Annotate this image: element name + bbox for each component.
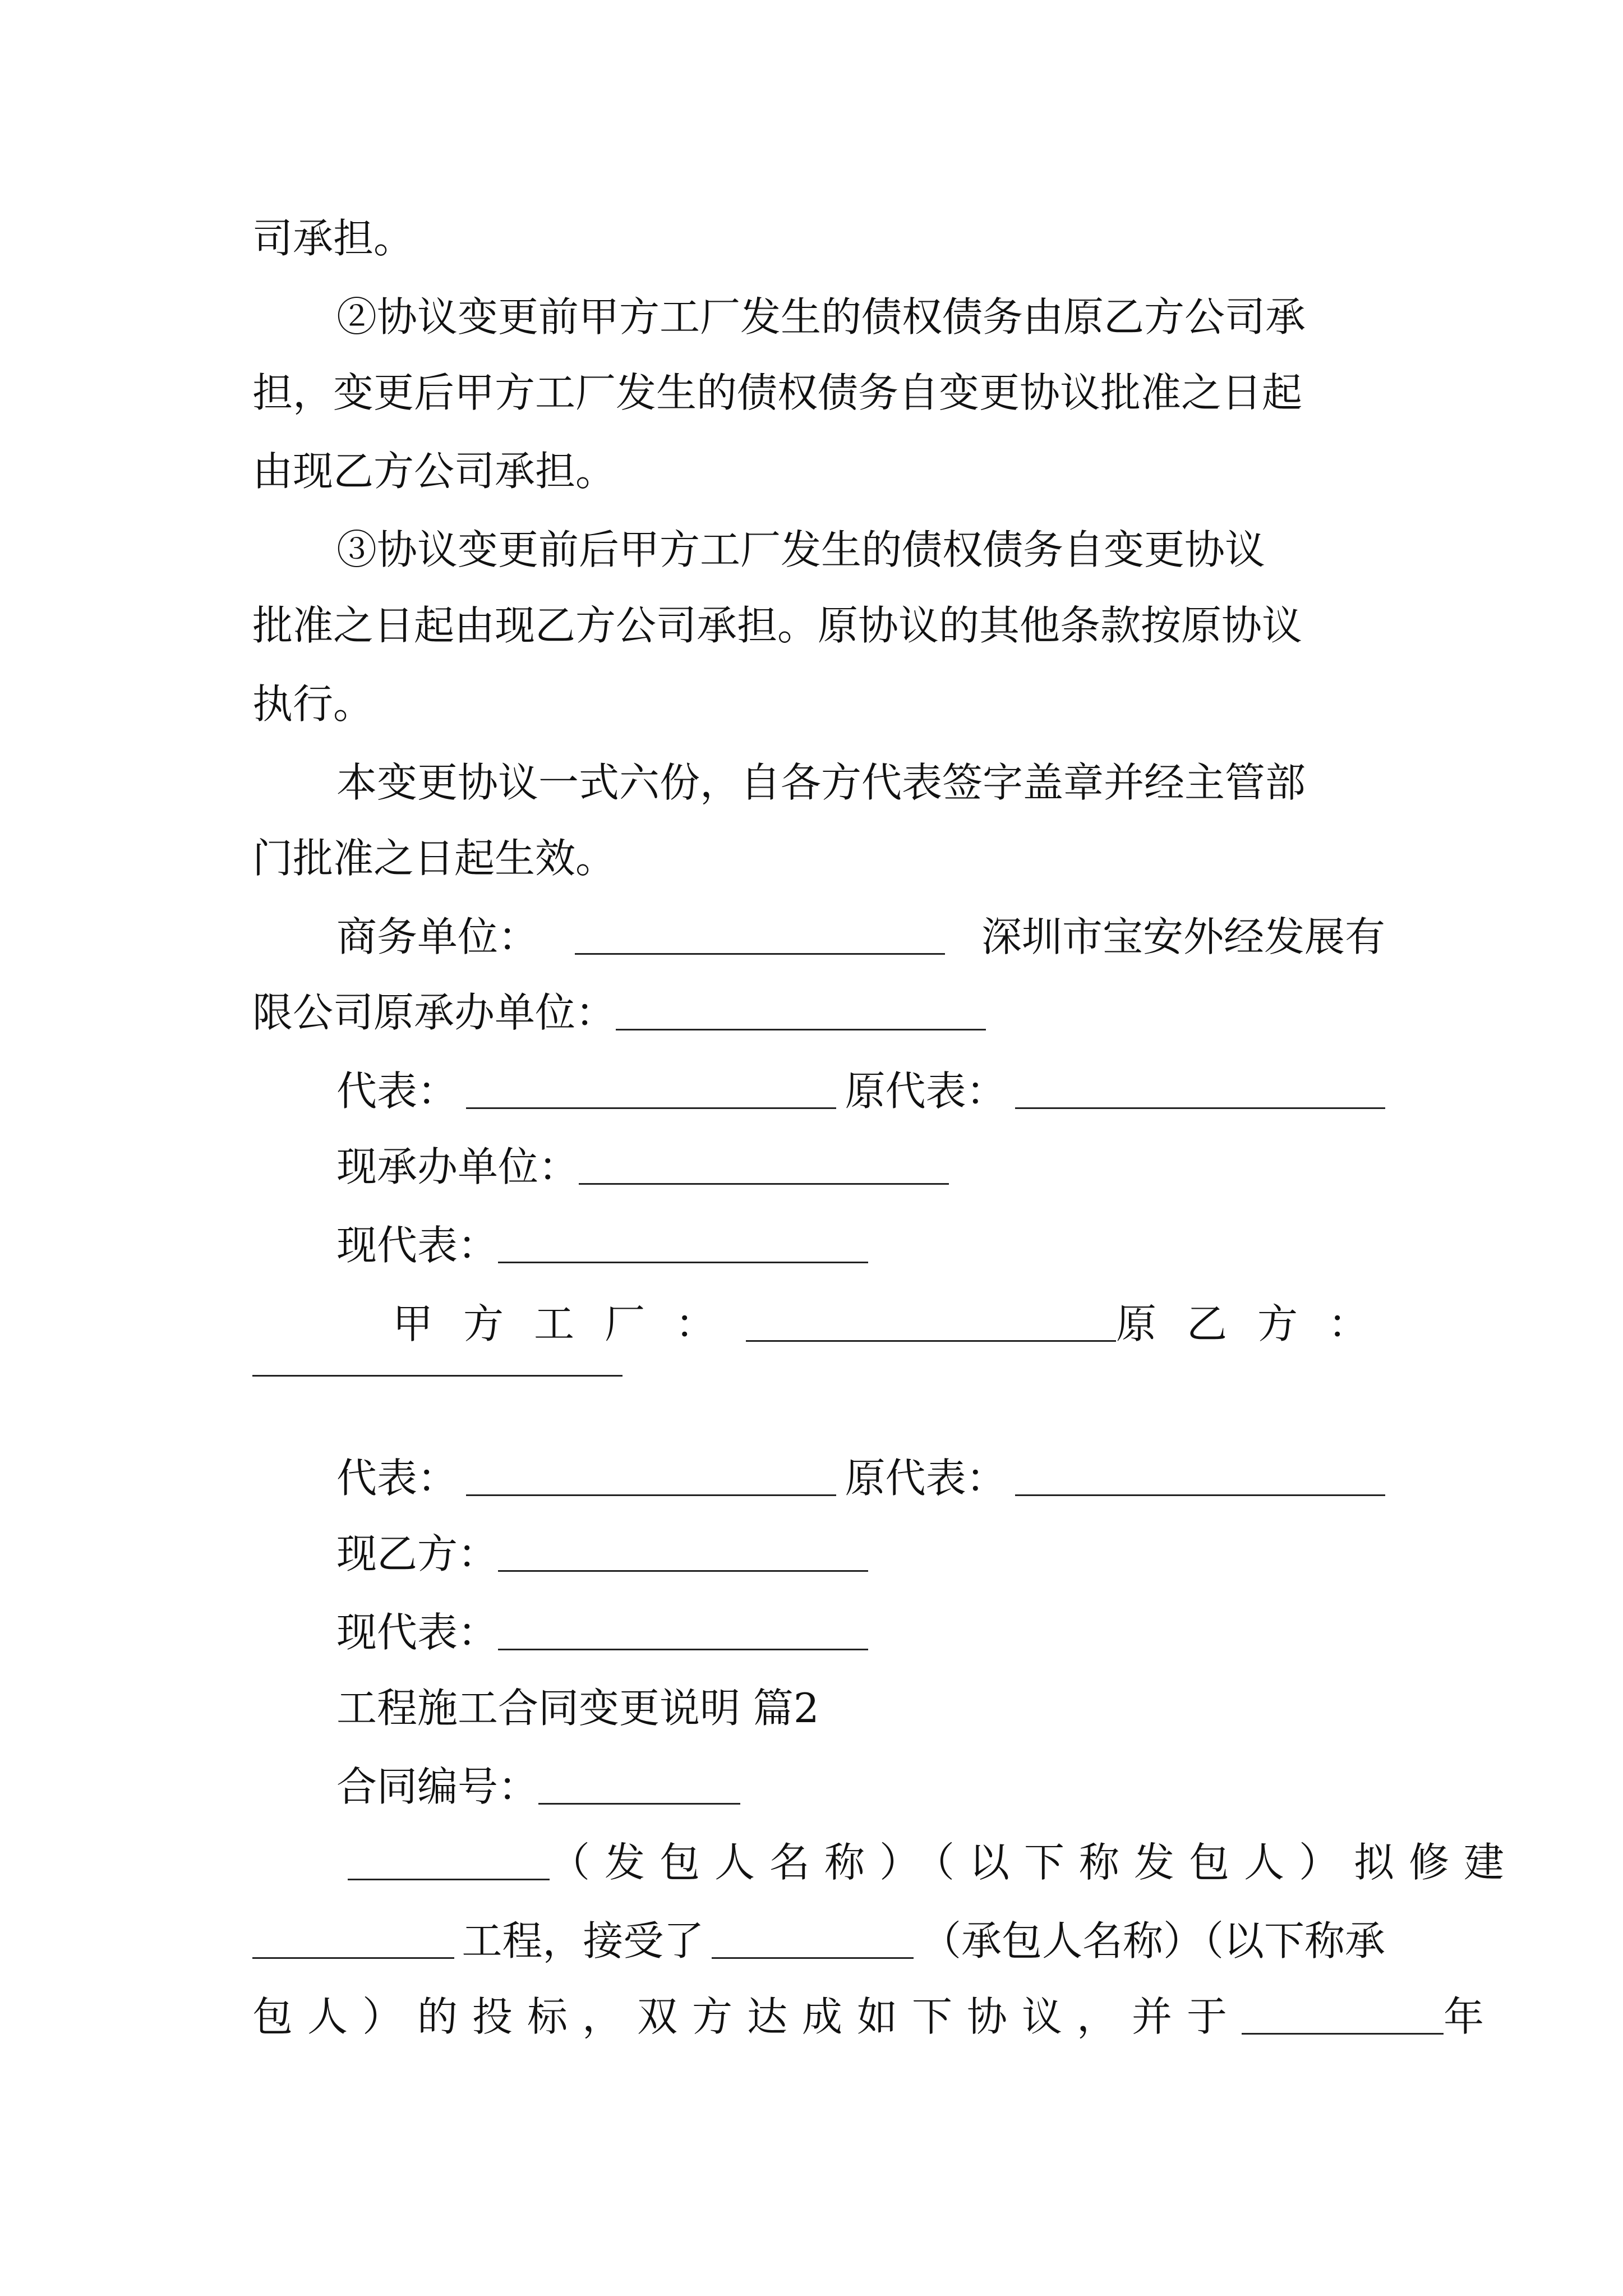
current-party-b-label: 现乙方： xyxy=(336,1530,499,1577)
current-unit-label: 现承办单位： xyxy=(336,1143,579,1190)
current-representative-row-2 xyxy=(336,1604,1385,1660)
paragraph-line: 由现乙方公司承担。 xyxy=(252,448,616,495)
contract-text: 年 xyxy=(1444,1993,1484,2040)
effective-clause-line: 本变更协议一式六份，自各方代表签字盖章并经主管部 xyxy=(336,759,1306,806)
original-unit-row xyxy=(252,984,1385,1041)
original-party-b-row xyxy=(252,1372,1385,1387)
commerce-unit-row xyxy=(336,909,1385,965)
contract-text: （承包人名称）（以下称承 xyxy=(920,1917,1385,1964)
original-representative-label-2: 原代表： xyxy=(845,1455,1007,1502)
current-unit-blank[interactable] xyxy=(579,1180,949,1185)
paragraph-line: 司承担。 xyxy=(252,215,414,262)
current-representative-blank-2[interactable] xyxy=(498,1645,868,1650)
project-name-blank[interactable] xyxy=(252,1954,454,1959)
current-party-b-row xyxy=(336,1526,1385,1582)
current-representative-blank[interactable] xyxy=(498,1258,868,1263)
original-representative-blank-2[interactable] xyxy=(1015,1491,1385,1496)
original-unit-label: 限公司原承办单位： xyxy=(252,989,616,1036)
contract-paragraph-line xyxy=(348,1834,1519,1890)
employer-name-blank[interactable] xyxy=(348,1875,550,1880)
original-representative-label: 原代表： xyxy=(845,1068,1007,1115)
current-party-b-blank[interactable] xyxy=(498,1567,868,1572)
contract-text: 包人）的投标，双方达成如下协议，并于 xyxy=(252,1993,1242,2040)
original-party-b-label: 原乙方： xyxy=(1116,1300,1399,1347)
representative-label: 代表： xyxy=(336,1068,458,1115)
contract-paragraph-line xyxy=(252,1989,1484,2045)
party-a-row xyxy=(393,1296,1399,1352)
clause-2-line: ②协议变更前甲方工厂发生的债权债务由原乙方公司承 xyxy=(336,293,1306,341)
representative-row-2 xyxy=(336,1450,1385,1506)
contract-text: （发包人名称）（以下称发包人）拟修建 xyxy=(550,1839,1519,1886)
current-unit-row xyxy=(336,1139,1385,1195)
paragraph-line: 担，变更后甲方工厂发生的债权债务自变更协议批准之日起 xyxy=(252,369,1303,416)
contract-text: 工程，接受了 xyxy=(462,1917,704,1964)
original-party-b-blank[interactable] xyxy=(252,1372,623,1377)
party-a-blank[interactable] xyxy=(746,1337,1116,1342)
section-title: 工程施工合同变更说明 篇2 xyxy=(336,1685,819,1732)
contractor-name-blank[interactable] xyxy=(712,1954,914,1959)
party-a-label: 甲方工厂： xyxy=(393,1300,746,1347)
contract-paragraph-line xyxy=(252,1913,1385,1969)
year-blank[interactable] xyxy=(1242,2030,1444,2035)
contract-number-blank[interactable] xyxy=(538,1800,740,1805)
representative-row xyxy=(336,1063,1385,1119)
paragraph-line: 执行。 xyxy=(252,680,374,728)
commerce-unit-blank[interactable] xyxy=(575,950,945,955)
representative-label-2: 代表： xyxy=(336,1455,458,1502)
contract-number-row xyxy=(336,1759,1385,1815)
clause-3-line: ③协议变更前后甲方工厂发生的债权债务自变更协议 xyxy=(336,526,1266,573)
original-representative-blank[interactable] xyxy=(1015,1104,1385,1109)
representative-blank-2[interactable] xyxy=(466,1491,836,1496)
paragraph-line: 批准之日起由现乙方公司承担。原协议的其他条款按原协议 xyxy=(252,602,1303,649)
current-representative-label: 现代表： xyxy=(336,1222,499,1269)
current-representative-label-2: 现代表： xyxy=(336,1609,499,1656)
commerce-unit-label: 商务单位： xyxy=(336,913,539,960)
paragraph-line: 门批准之日起生效。 xyxy=(252,835,616,882)
original-unit-blank[interactable] xyxy=(616,1025,986,1030)
current-representative-row xyxy=(336,1217,1385,1273)
contract-number-label: 合同编号： xyxy=(336,1763,539,1810)
representative-blank[interactable] xyxy=(466,1104,836,1109)
commerce-unit-value: 深圳市宝安外经发展有 xyxy=(981,913,1385,960)
